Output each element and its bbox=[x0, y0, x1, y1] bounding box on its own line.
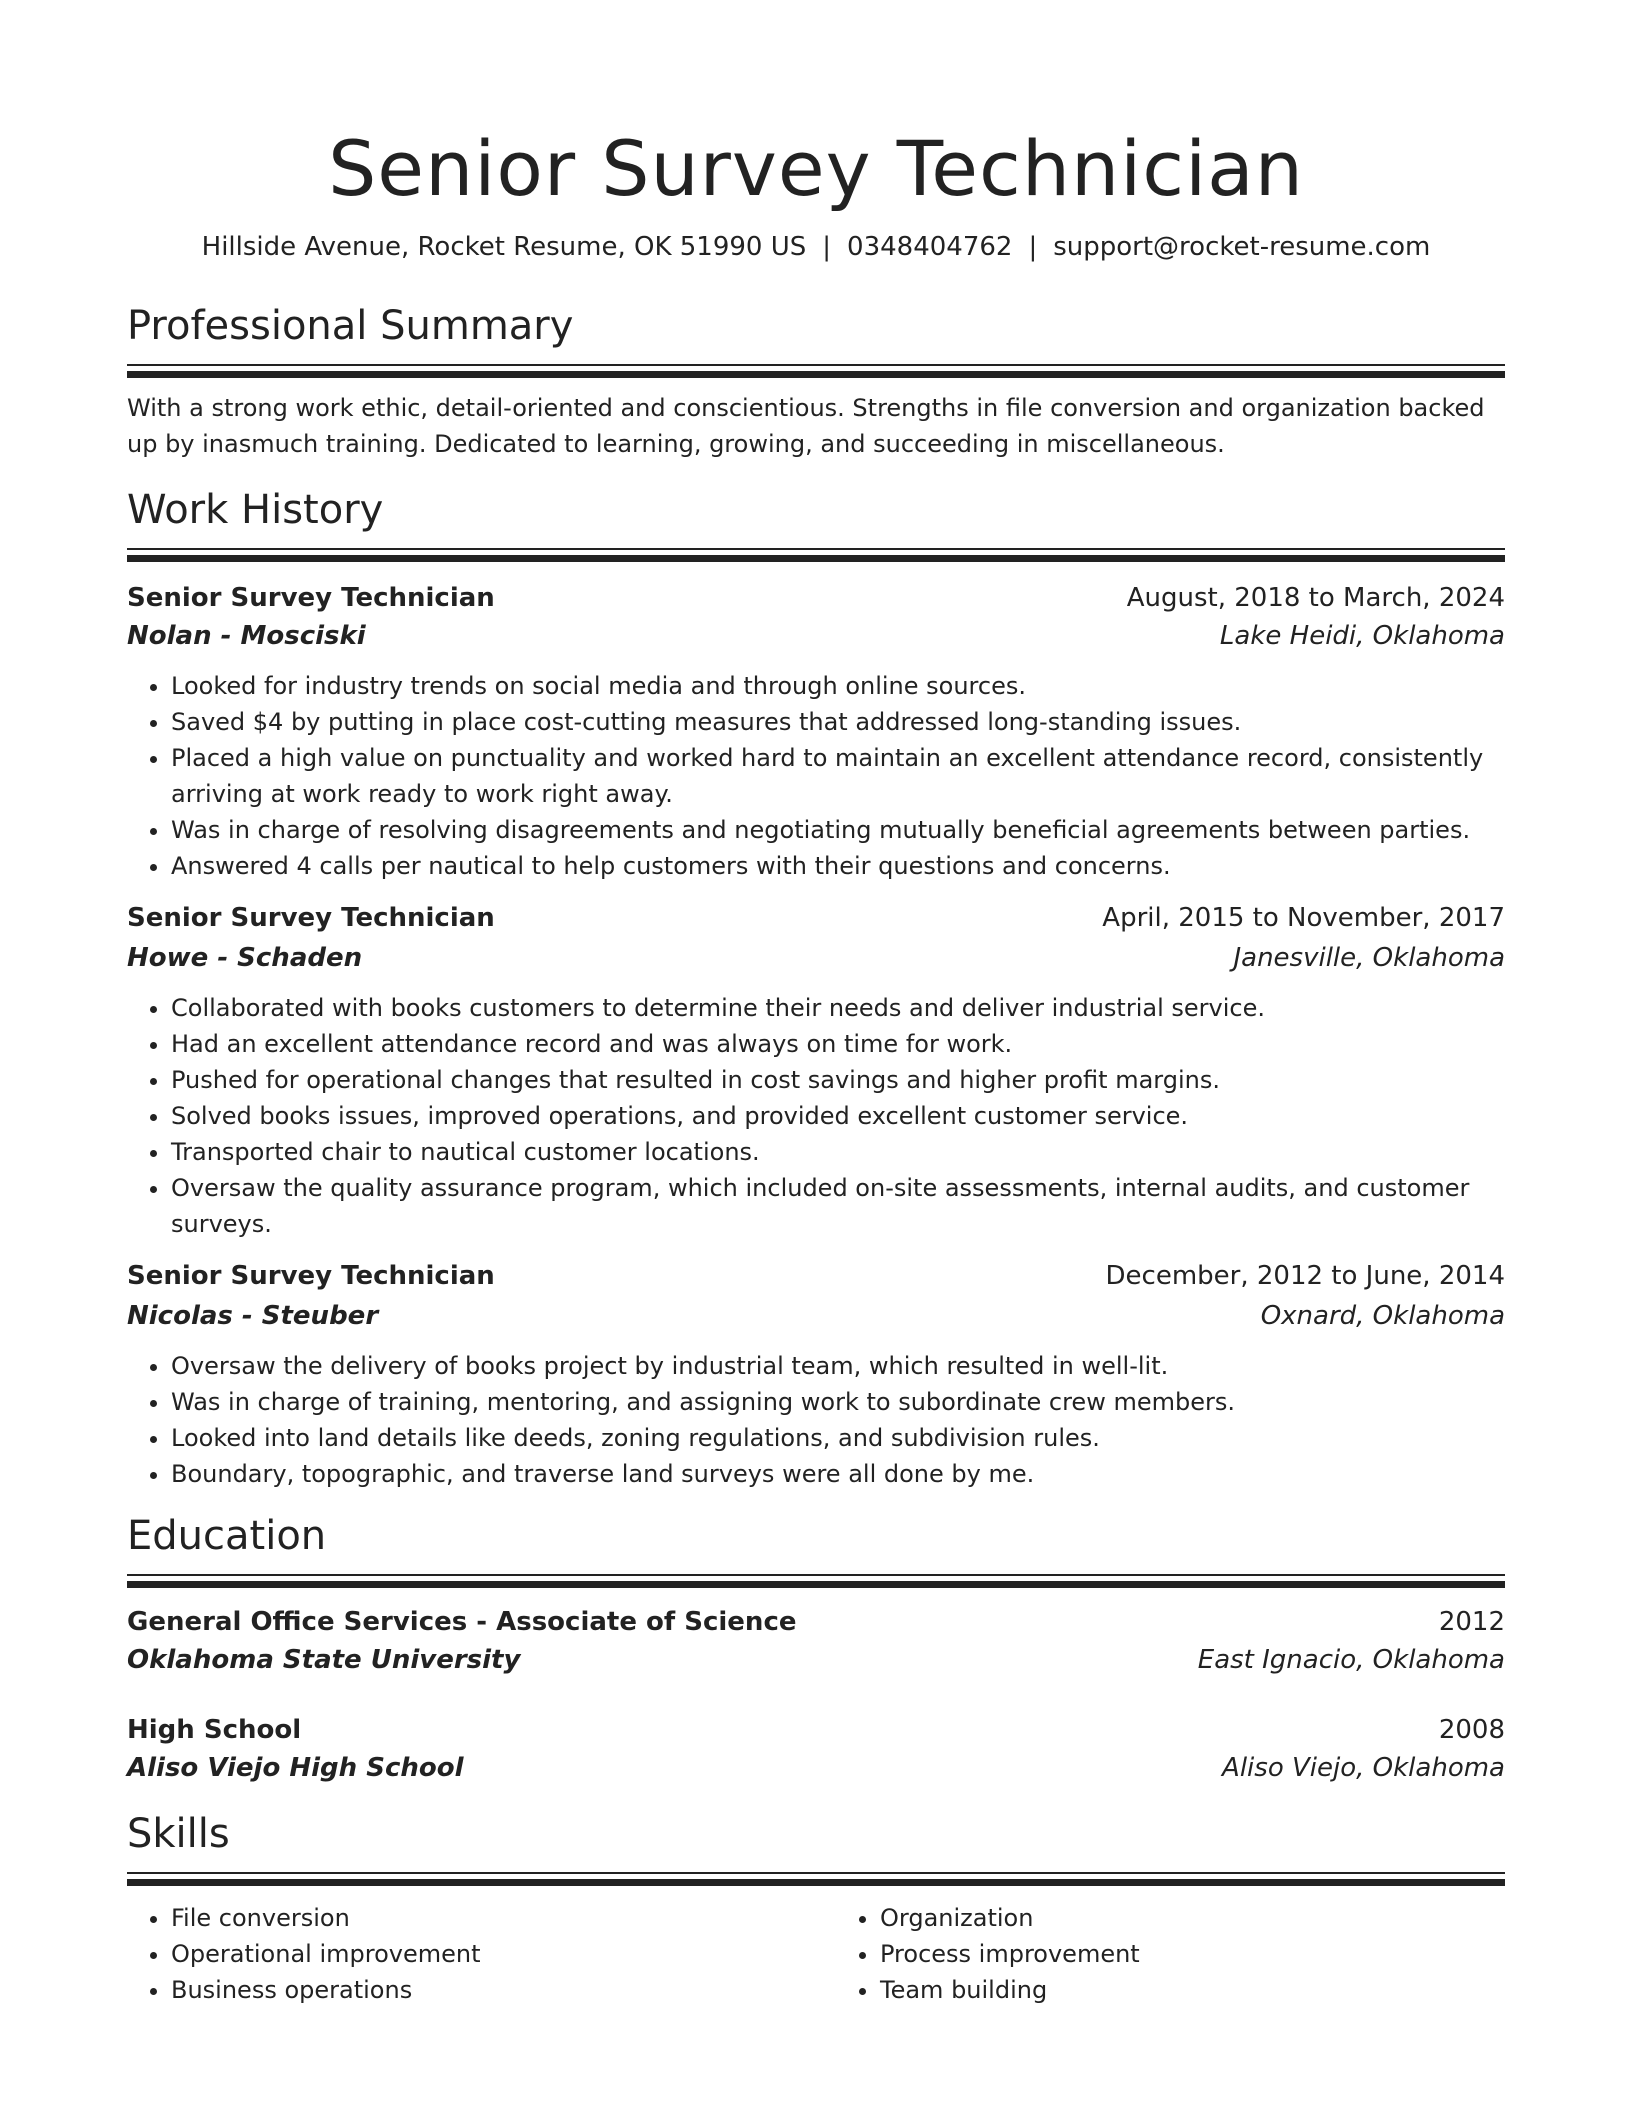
skills-column-right bbox=[836, 1900, 1505, 2008]
bullet-item: • Oversaw the delivery of books project by industrial team, which resulted in well-lit. bbox=[171, 1348, 1505, 1384]
contact-email: support@rocket-resume.com bbox=[1053, 232, 1431, 262]
job-bullets bbox=[127, 990, 1505, 1242]
bullet-item: • Solved books issues, improved operations, and provided excellent customer service. bbox=[171, 1098, 1505, 1134]
section-heading: Education bbox=[127, 1513, 327, 1559]
bullet-item: • Pushed for operational changes that resulted in cost savings and higher profit margins. bbox=[171, 1062, 1505, 1098]
education-year: 2008 bbox=[1438, 1715, 1505, 1745]
contact-line bbox=[127, 230, 1505, 264]
bullet-item: • Was in charge of training, mentoring, and assigning work to subordinate crew members. bbox=[171, 1384, 1505, 1420]
section-divider bbox=[127, 1872, 1505, 1886]
bullet-item: • Was in charge of resolving disagreements and negotiating mutually beneficial agreements between parties. bbox=[171, 812, 1505, 848]
job-dates: August, 2018 to March, 2024 bbox=[1126, 583, 1505, 613]
job-dates: April, 2015 to November, 2017 bbox=[1102, 903, 1505, 933]
job-location: Oxnard, Oklahoma bbox=[1260, 1301, 1505, 1331]
job-header bbox=[127, 580, 1505, 616]
job-title: Senior Survey Technician bbox=[127, 1261, 495, 1291]
skills-column-left bbox=[127, 1900, 796, 2008]
skill-item: • Process improvement bbox=[880, 1936, 1505, 1972]
job-subheader bbox=[127, 1298, 1505, 1334]
contact-separator: | bbox=[822, 232, 832, 262]
section-heading: Work History bbox=[127, 487, 384, 533]
job-subheader bbox=[127, 940, 1505, 976]
job-bullets bbox=[127, 668, 1505, 884]
education-school: Aliso Viejo High School bbox=[127, 1753, 464, 1783]
education-school: Oklahoma State University bbox=[127, 1645, 521, 1675]
education-header bbox=[127, 1604, 1505, 1640]
job-subheader bbox=[127, 618, 1505, 654]
job-header bbox=[127, 900, 1505, 936]
skills-section bbox=[127, 1808, 1505, 2008]
bullet-item: • Collaborated with books customers to determine their needs and deliver industrial service. bbox=[171, 990, 1505, 1026]
skill-item: • Operational improvement bbox=[171, 1936, 796, 1972]
section-divider bbox=[127, 548, 1505, 562]
bullet-item: • Had an excellent attendance record and was always on time for work. bbox=[171, 1026, 1505, 1062]
education-location: Aliso Viejo, Oklahoma bbox=[1222, 1753, 1505, 1783]
skill-item: • File conversion bbox=[171, 1900, 796, 1936]
skills-grid bbox=[127, 1900, 1505, 2008]
job-entry bbox=[127, 1258, 1505, 1492]
bullet-item: • Transported chair to nautical customer locations. bbox=[171, 1134, 1505, 1170]
contact-address: Hillside Avenue, Rocket Resume, OK 51990 US bbox=[201, 232, 807, 262]
skill-item: • Team building bbox=[880, 1972, 1505, 2008]
section-divider bbox=[127, 364, 1505, 378]
education-entry bbox=[127, 1604, 1505, 1678]
summary-text: With a strong work ethic, detail-oriented and conscientious. Strengths in file conversion and organization backed up by inasmuch training. Dedicated to learning, growing, and succeeding in miscellaneous. bbox=[127, 394, 1485, 458]
job-entry bbox=[127, 580, 1505, 884]
bullet-item: • Saved $4 by putting in place cost-cutting measures that addressed long-standing issues. bbox=[171, 704, 1505, 740]
education-degree: High School bbox=[127, 1715, 302, 1745]
job-bullets bbox=[127, 1348, 1505, 1492]
bullet-item: • Looked for industry trends on social media and through online sources. bbox=[171, 668, 1505, 704]
education-entry bbox=[127, 1712, 1505, 1786]
resume-title: Senior Survey Technician bbox=[328, 124, 1304, 213]
job-employer: Nicolas - Steuber bbox=[127, 1301, 379, 1331]
section-heading: Skills bbox=[127, 1811, 230, 1857]
contact-separator: | bbox=[1028, 232, 1038, 262]
bullet-item: • Oversaw the quality assurance program, which included on-site assessments, internal audits, and customer surveys. bbox=[171, 1170, 1505, 1242]
job-location: Lake Heidi, Oklahoma bbox=[1219, 621, 1505, 651]
education-section bbox=[127, 1510, 1505, 1786]
job-location: Janesville, Oklahoma bbox=[1233, 943, 1505, 973]
education-degree: General Office Services - Associate of Science bbox=[127, 1607, 797, 1637]
job-title: Senior Survey Technician bbox=[127, 583, 495, 613]
skill-item: • Business operations bbox=[171, 1972, 796, 2008]
bullet-item: • Boundary, topographic, and traverse land surveys were all done by me. bbox=[171, 1456, 1505, 1492]
section-heading: Professional Summary bbox=[127, 303, 574, 349]
contact-phone: 0348404762 bbox=[847, 232, 1013, 262]
bullet-item: • Looked into land details like deeds, zoning regulations, and subdivision rules. bbox=[171, 1420, 1505, 1456]
education-header bbox=[127, 1712, 1505, 1748]
job-employer: Nolan - Mosciski bbox=[127, 621, 366, 651]
bullet-item: • Placed a high value on punctuality and worked hard to maintain an excellent attendance record, consistently arriving at work ready to work right away. bbox=[171, 740, 1505, 812]
education-location: East Ignacio, Oklahoma bbox=[1197, 1645, 1505, 1675]
job-header bbox=[127, 1258, 1505, 1294]
job-title: Senior Survey Technician bbox=[127, 903, 495, 933]
job-employer: Howe - Schaden bbox=[127, 943, 363, 973]
summary-section bbox=[127, 300, 1505, 462]
work-history-section bbox=[127, 484, 1505, 1492]
job-dates: December, 2012 to June, 2014 bbox=[1105, 1261, 1505, 1291]
education-subheader bbox=[127, 1642, 1505, 1678]
education-subheader bbox=[127, 1750, 1505, 1786]
job-entry bbox=[127, 900, 1505, 1242]
education-year: 2012 bbox=[1438, 1607, 1505, 1637]
section-divider bbox=[127, 1574, 1505, 1588]
bullet-item: • Answered 4 calls per nautical to help customers with their questions and concerns. bbox=[171, 848, 1505, 884]
skill-item: • Organization bbox=[880, 1900, 1505, 1936]
